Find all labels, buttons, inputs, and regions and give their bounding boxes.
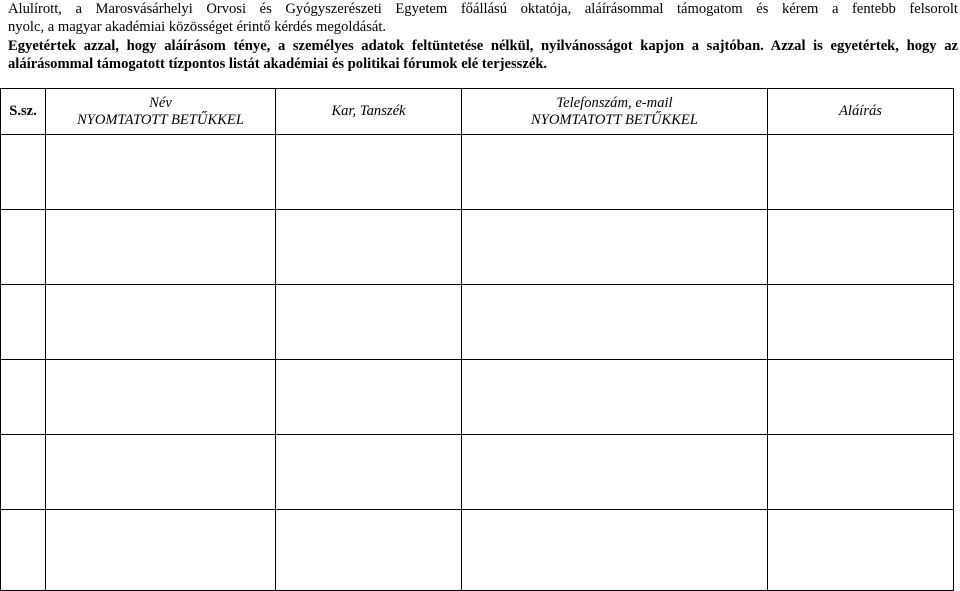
cell-serial-number[interactable] [1, 135, 46, 210]
cell-contact[interactable] [462, 210, 768, 285]
cell-signature[interactable] [768, 285, 954, 360]
cell-faculty-department[interactable] [276, 135, 462, 210]
cell-signature[interactable] [768, 135, 954, 210]
header-contact-hint: NYOMTATOTT BETŰKKEL [531, 111, 698, 128]
cell-contact[interactable] [462, 135, 768, 210]
cell-name[interactable] [46, 360, 276, 435]
table-row [1, 285, 954, 360]
cell-signature[interactable] [768, 510, 954, 591]
cell-name[interactable] [46, 510, 276, 591]
cell-signature[interactable] [768, 360, 954, 435]
cell-faculty-department[interactable] [276, 210, 462, 285]
cell-name[interactable] [46, 135, 276, 210]
cell-contact[interactable] [462, 360, 768, 435]
cell-faculty-department[interactable] [276, 285, 462, 360]
cell-name[interactable] [46, 435, 276, 510]
support-statement-line-1: Alulírott, a Marosvásárhelyi Orvosi és Gyógyszerészeti Egyetem főállású oktatója, aláírásommal támogatom és kérem a fentebb felsorolt [8, 1, 958, 17]
cell-signature[interactable] [768, 210, 954, 285]
cell-contact[interactable] [462, 510, 768, 591]
cell-serial-number[interactable] [1, 360, 46, 435]
header-name [46, 89, 276, 135]
support-statement-line-2: nyolc, a magyar akadémiai közösséget érintő kérdés megoldását. [8, 19, 387, 36]
table-row [1, 435, 954, 510]
cell-signature[interactable] [768, 435, 954, 510]
cell-faculty-department[interactable] [276, 435, 462, 510]
header-name-label: Név [149, 94, 172, 111]
cell-faculty-department[interactable] [276, 360, 462, 435]
header-serial-number: S.sz. [1, 89, 46, 135]
cell-serial-number[interactable] [1, 510, 46, 591]
cell-contact[interactable] [462, 285, 768, 360]
cell-name[interactable] [46, 285, 276, 360]
header-faculty-department: Kar, Tanszék [276, 89, 462, 135]
table-row [1, 510, 954, 591]
table-row [1, 210, 954, 285]
cell-name[interactable] [46, 210, 276, 285]
intro-text [8, 0, 958, 73]
consent-statement-line-2: aláírásommal támogatott tízpontos listát akadémiai és politikai fórumok elé terjesszék. [8, 55, 548, 72]
table-header-row [1, 89, 954, 135]
header-name-hint: NYOMTATOTT BETŰKKEL [77, 111, 244, 128]
header-contact-label: Telefonszám, e-mail [556, 94, 673, 111]
table-row [1, 360, 954, 435]
consent-statement-line-1: Egyetértek azzal, hogy aláírásom ténye, a személyes adatok feltüntetése nélkül, nyilvánosságot kapjon a sajtóban. Azzal is egyetértek, hogy az [8, 37, 958, 54]
support-statement [8, 0, 958, 37]
header-signature: Aláírás [768, 89, 954, 135]
cell-faculty-department[interactable] [276, 510, 462, 591]
signature-table [0, 88, 954, 591]
table-row [1, 135, 954, 210]
cell-contact[interactable] [462, 435, 768, 510]
header-contact [462, 89, 768, 135]
consent-statement [8, 37, 958, 74]
cell-serial-number[interactable] [1, 210, 46, 285]
cell-serial-number[interactable] [1, 435, 46, 510]
cell-serial-number[interactable] [1, 285, 46, 360]
